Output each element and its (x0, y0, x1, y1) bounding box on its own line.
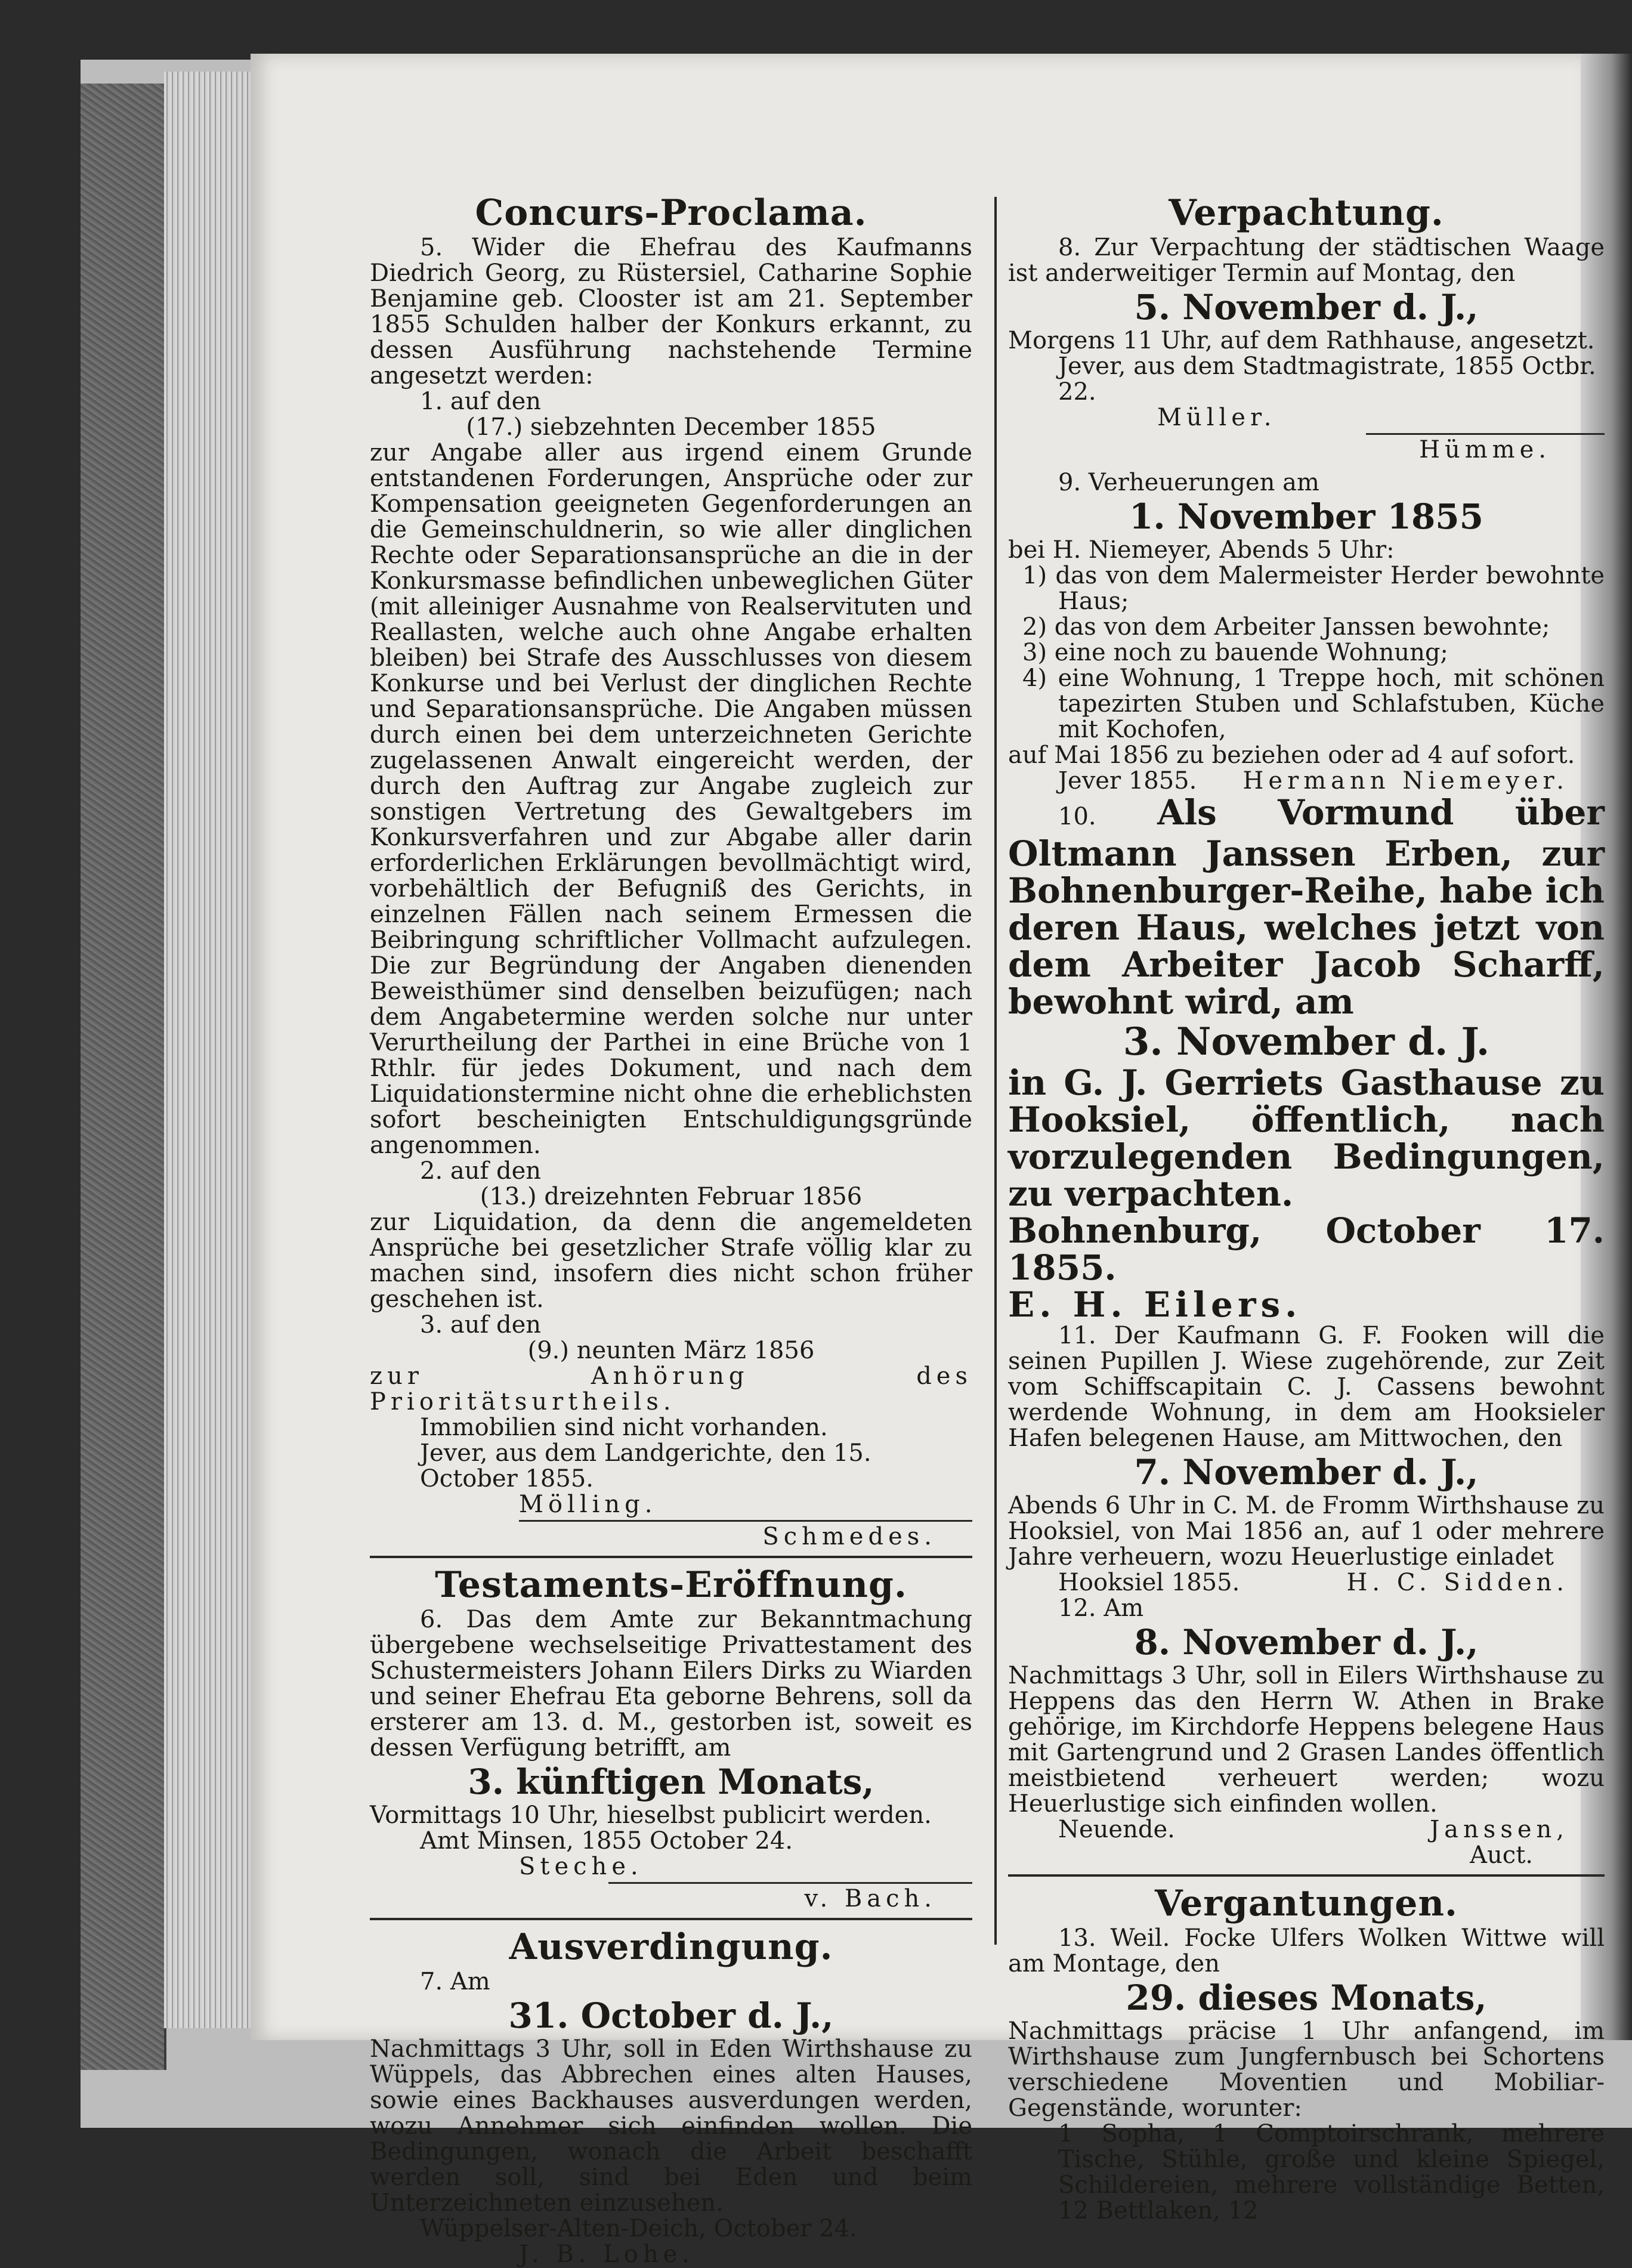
term-label: 1. auf den (420, 388, 542, 415)
signature: Hermann Niemeyer. (1242, 767, 1569, 795)
signature-rule (608, 1882, 972, 1884)
notice-number: 10. (1058, 803, 1096, 830)
notice-date: 3. November d. J. (1123, 1019, 1490, 1064)
signature: Janssen, (1430, 1816, 1569, 1843)
notice-date: 31. October d. J., (508, 1995, 834, 2036)
place: Hooksiel 1855. (1058, 1569, 1240, 1596)
place-signature-row (1008, 1570, 1605, 1596)
place-signature-row (1008, 768, 1605, 794)
signature: E. H. Eilers. (1008, 1284, 1302, 1325)
section-rule (1008, 1874, 1605, 1877)
section-heading: Ausverdingung. (509, 1926, 833, 1968)
notice-text: Nachmittags 3 Uhr, soll in Eden Wirthshause zu Wüppels, das Abbrechen eines alten Hauses, sowie eines Backhauses ausverdungen werden, wozu Annehmer sich einfinden wollen. Die Bedingungen, wonach die Arbeit beschafft werden soll, sind bei Eden und beim Unterzeichneten einzusehen. (370, 2035, 972, 2217)
notice-text: 8. Zur Verpachtung der städtischen Waage ist anderweitiger Termin auf Montag, den (1008, 234, 1605, 287)
signature-rule (519, 1520, 972, 1522)
term-label: 3. auf den (420, 1311, 542, 1339)
concurs-proclama (370, 191, 972, 1550)
list-item: 1) das von dem Malermeister Herder bewohnte Haus; (1022, 562, 1605, 615)
section-heading: Vergantungen. (1155, 1883, 1458, 1924)
signature-rule (1366, 433, 1605, 435)
place-date: Jever, aus dem Stadtmagistrate, 1855 Octbr. 22. (1058, 353, 1596, 406)
signature: Müller. (1157, 404, 1276, 431)
notice-big-text (1008, 794, 1605, 1020)
notice-text: 11. Der Kaufmann G. F. Fooken will die seinen Pupillen J. Wiese zugehörende, zur Zeit vom Schiffscapitain C. J. Cassens bewohnt werdende Wohnung, in dem am Hooksieler Hafen belegenen Hause, am Mittwochen, den (1008, 1322, 1605, 1452)
signature: Steche. (519, 1853, 643, 1880)
right-column (1008, 191, 1605, 2224)
section-rule (370, 1556, 972, 1558)
notice-text: Abends 6 Uhr in C. M. de Fromm Wirthshause zu Hooksiel, von Mai 1856 an, auf 1 oder mehrere Jahre verheuern, wozu Heuerlustige einladet (1008, 1492, 1605, 1571)
list-item: 2) das von dem Arbeiter Janssen bewohnte; (1022, 613, 1550, 641)
book-spine (81, 84, 166, 2070)
notice-text: Nachmittags präcise 1 Uhr anfangend, im Wirthshause zum Jungfernbusch bei Schortens verschiedene Moventien und Mobiliar-Gegenstände, worunter: (1008, 2017, 1605, 2122)
section-rule (370, 1918, 972, 1920)
notice-text: Nachmittags 3 Uhr, soll in Eilers Wirthshause zu Heppens das den Herrn W. Athen in Brake gehörige, im Kirchdorfe Heppens belegene Haus mit Gartengrund und 2 Grasen Landes öffentlich meistbietend verheuert werden; wozu Heuerlustige sich einfinden wollen. (1008, 1662, 1605, 1818)
notice-text: 13. Weil. Focke Ulfers Wolken Wittwe will am Montage, den (1008, 1924, 1605, 1977)
notice-date: 8. November d. J., (1134, 1622, 1479, 1663)
place-date: Bohnenburg, October 17. 1855. (1008, 1210, 1605, 1288)
signature: H. C. Sidden. (1346, 1569, 1569, 1596)
verheuerungen (1008, 470, 1605, 794)
signature: Mölling. (519, 1491, 657, 1518)
athen-notice (1008, 1596, 1605, 1868)
section-heading: Verpachtung. (1169, 192, 1444, 234)
column-divider (994, 197, 997, 1945)
term-date: (9.) neunten März 1856 (527, 1337, 815, 1364)
notice-text: Vormittags 10 Uhr, hieselbst publicirt werden. (370, 1802, 932, 1829)
signature: J. B. Lohe. (519, 2241, 694, 2268)
notice-text: 1 Sopha, 1 Comptoirschrank, mehrere Tische, Stühle, große und kleine Spiegel, Schildereien, mehrere vollständige Betten, 12 Bettlaken, 12 (1058, 2120, 1605, 2224)
section-heading: Concurs-Proclama. (475, 192, 867, 234)
testaments-eroeffnung (370, 1563, 972, 1912)
notice-date: 29. dieses Monats, (1126, 1977, 1487, 2018)
ausverdingung (370, 1925, 972, 2267)
list-item: 4) eine Wohnung, 1 Treppe hoch, mit schönen tapezirten Stuben und Schlafstuben, Küche mit Kochofen, (1022, 665, 1605, 743)
place-signature-row (1008, 1817, 1605, 1843)
place: Jever 1855. (1058, 767, 1197, 795)
notice-date: 5. November d. J., (1134, 287, 1479, 327)
signature: v. Bach. (804, 1885, 936, 1912)
notice-text: bei H. Niemeyer, Abends 5 Uhr: (1008, 536, 1395, 564)
signature: Hümme. (1419, 436, 1551, 464)
notice-text: in G. J. Gerriets Gasthause zu Hooksiel, öffentlich, nach vorzulegenden Bedingungen, zu verpachten. (1008, 1062, 1605, 1214)
fooken-notice (1008, 1323, 1605, 1596)
verpachtung (1008, 191, 1605, 463)
term-label: 2. auf den (420, 1157, 542, 1185)
place: Neuende. (1058, 1816, 1175, 1843)
page-edges (164, 72, 254, 2028)
term-text: zur Anhörung des Prioritätsurtheils. (370, 1362, 972, 1416)
term-text: zur Liquidation, da denn die angemeldeten Ansprüche bei gesetzlicher Strafe völlig klar zu machen sind, insofern dies nicht schon früher geschehen ist. (370, 1209, 972, 1313)
term-date: (17.) siebzehnten December 1855 (466, 413, 876, 441)
notice-date: 7. November d. J., (1134, 1452, 1479, 1493)
remark: Immobilien sind nicht vorhanden. (420, 1414, 828, 1441)
notice-text: auf Mai 1856 zu beziehen oder ad 4 auf sofort. (1008, 741, 1575, 769)
vormund-notice (1008, 794, 1605, 1323)
notice-lead: 12. Am (1058, 1595, 1144, 1622)
list-item: 3) eine noch zu bauende Wohnung; (1022, 639, 1448, 666)
notice-text: Morgens 11 Uhr, auf dem Rathhause, angesetzt. (1008, 327, 1595, 354)
left-column (370, 191, 972, 2267)
vergantungen (1008, 1881, 1605, 2224)
term-date: (13.) dreizehnten Februar 1856 (480, 1183, 863, 1210)
notice-lead: 7. Am (420, 1968, 490, 1995)
notice-text: Als Vormund über Oltmann Janssen Erben, zur Bohnenburger-Reihe, habe ich deren Haus, welches jetzt von dem Arbeiter Jacob Scharff, bewohnt wird, am (1008, 792, 1605, 1022)
notice-lead: 9. Verheuerungen am (1058, 469, 1319, 496)
place-date: Wüppelser-Alten-Deich, October 24. (420, 2215, 857, 2242)
signature: Schmedes. (762, 1523, 936, 1550)
place-date: Jever, aus dem Landgerichte, den 15. October 1855. (420, 1439, 871, 1493)
section-heading: Testaments-Eröffnung. (435, 1564, 907, 1606)
notice-date: 3. künftigen Monats, (468, 1762, 874, 1802)
notice-text: 6. Das dem Amte zur Bekanntmachung übergebene wechselseitige Privattestament des Schustermeisters Johann Eilers Dirks zu Wiarden und seiner Ehefrau Eta geborne Behrens, soll da ersterer am 13. d. M., gestorben ist, soweit es dessen Verfügung betrifft, am (370, 1606, 972, 1762)
notice-date: 1. November 1855 (1129, 496, 1484, 537)
signature-title: Auct. (1470, 1841, 1533, 1869)
term-text: zur Angabe aller aus irgend einem Grunde entstandenen Forderungen, Ansprüche oder zur Kompensation geeigneten Gegenforderungen an die Gemeinschuldnerin, so wie aller dinglichen Rechte oder Separationsansprüche an die in der Konkursmasse befindlichen unbeweglichen Güter (mit alleiniger Ausnahme von Realservituten und Reallasten, welche auch ohne Angabe erhalten bleiben) bei Strafe des Ausschlusses von diesem Konkurse und bei Verlust der dinglichen Rechte und Separationsansprüche. Die Angaben müssen durch einen bei dem unterzeichneten Gerichte zugelassenen Anwalt eingereicht werden, der durch den Auftrag zur Angabe zugleich zur sonstigen Vertretung des Gewaltgebers im Konkursverfahren und zur Abgabe aller darin erforderlichen Erklärungen bevollmächtigt wird, vorbehältlich der Befugniß des Gerichts, in einzelnen Fällen nach seinem Ermessen die Beibringung schriftlicher Vollmacht aufzulegen. Die zur Begründung der Angaben dienenden Beweisthümer sind denselben beizufügen; nach dem Angabetermine werden solche nur unter Verurtheilung der Parthei in eine Brüche von 1 Rthlr. für jedes Dokument, und nach dem Liquidationstermine nicht ohne die erheblichsten sofort bescheinigten Entschuldigungsgründe angenommen. (370, 439, 972, 1159)
place-date: Amt Minsen, 1855 October 24. (420, 1827, 793, 1855)
notice-intro: 5. Wider die Ehefrau des Kaufmanns Diedrich Georg, zu Rüstersiel, Catharine Sophie Benjamine geb. Clooster ist am 21. September 1855 Schulden halber der Konkurs erkannt, zu dessen Ausführung nachstehende Termine angesetzt werden: (370, 234, 972, 390)
